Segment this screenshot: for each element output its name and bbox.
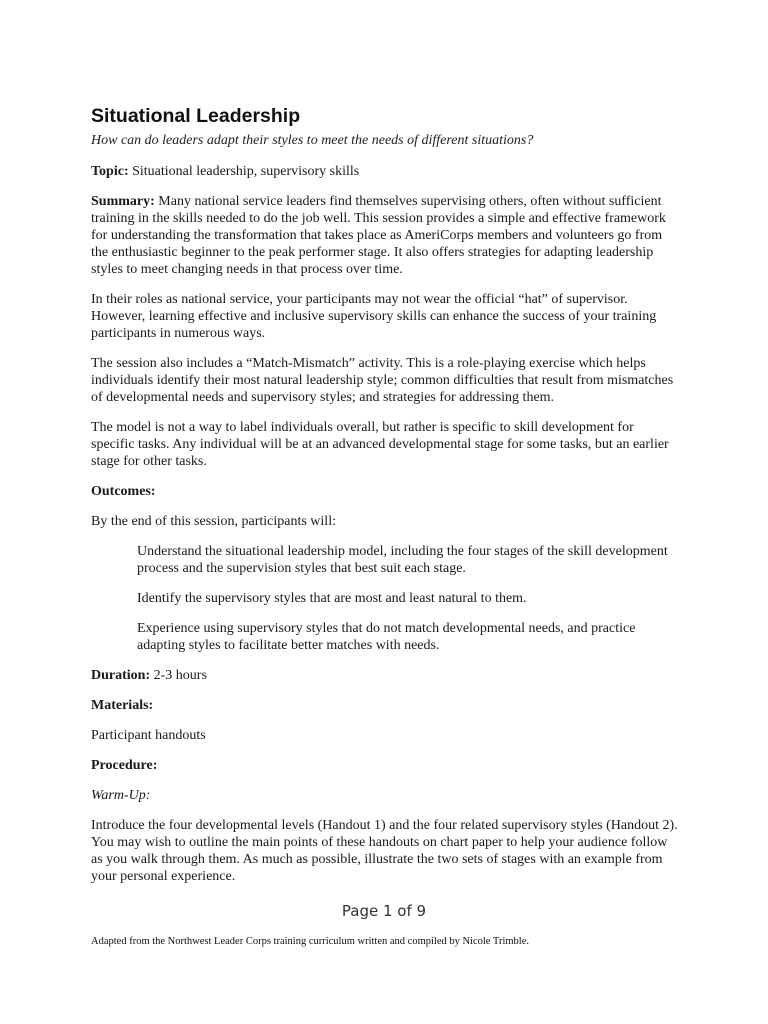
duration-value: 2-3 hours — [153, 668, 207, 683]
summary-paragraph — [91, 193, 679, 278]
summary-label: Summary: — [91, 194, 155, 209]
duration-line — [91, 667, 679, 684]
body-paragraph-2: The session also includes a “Match-Mismatch” activity. This is a role-playing exercise which helps individuals identify their most natural leadership style; common difficulties that result from mismatches of developmental needs and supervisory styles; and strategies for addressing them. — [91, 356, 674, 405]
summary-text: Many national service leaders find themselves supervising others, often without sufficient training in the skills needed to do the job well. This session provides a simple and effective framework for understanding the transformation that takes place as AmeriCorps members and volunteers go from the enthusiastic beginner to the peak performer stage. It also offers strategies for adapting leadership styles to meet changing needs in that process over time. — [91, 194, 666, 277]
warmup-text: Introduce the four developmental levels (Handout 1) and the four related supervisory styles (Handout 2). You may wish to outline the main points of these handouts on chart paper to help your audience follow as you walk through them. As much as possible, illustrate the two sets of stages with an example from your personal experience. — [91, 818, 678, 884]
body-paragraph-1: In their roles as national service, your participants may not wear the official “hat” of supervisor. However, learning effective and inclusive supervisory skills can enhance the success of your training participants in numerous ways. — [91, 292, 657, 341]
document-page — [91, 104, 679, 898]
page-footer: Adapted from the Northwest Leader Corps training curriculum written and compiled by Nicole Trimble. — [91, 936, 529, 947]
page-number: Page 1 of 9 — [341, 902, 427, 920]
materials-heading: Materials: — [91, 698, 154, 713]
outcomes-intro: By the end of this session, participants will: — [91, 514, 336, 529]
outcome-item-1: Understand the situational leadership model, including the four stages of the skill development process and the supervision styles that best suit each stage. — [137, 544, 668, 576]
outcome-item-2: Identify the supervisory styles that are most and least natural to them. — [137, 591, 527, 606]
outcome-item-3: Experience using supervisory styles that do not match developmental needs, and practice adapting styles to facilitate better matches with needs. — [137, 621, 636, 653]
duration-label: Duration: — [91, 668, 151, 683]
body-paragraph-3: The model is not a way to label individuals overall, but rather is specific to skill development for specific tasks. Any individual will be at an advanced developmental stage for some tasks, but an earlier stage for other tasks. — [91, 420, 669, 469]
page-title: Situational Leadership — [91, 105, 301, 127]
topic-line — [91, 163, 679, 180]
outcomes-heading: Outcomes: — [91, 484, 156, 499]
page-subtitle: How can do leaders adapt their styles to meet the needs of different situations? — [91, 133, 534, 148]
warmup-heading: Warm-Up: — [91, 788, 151, 803]
materials-value: Participant handouts — [91, 728, 206, 743]
topic-value: Situational leadership, supervisory skills — [132, 164, 360, 179]
procedure-heading: Procedure: — [91, 758, 158, 773]
topic-label: Topic: — [91, 164, 129, 179]
